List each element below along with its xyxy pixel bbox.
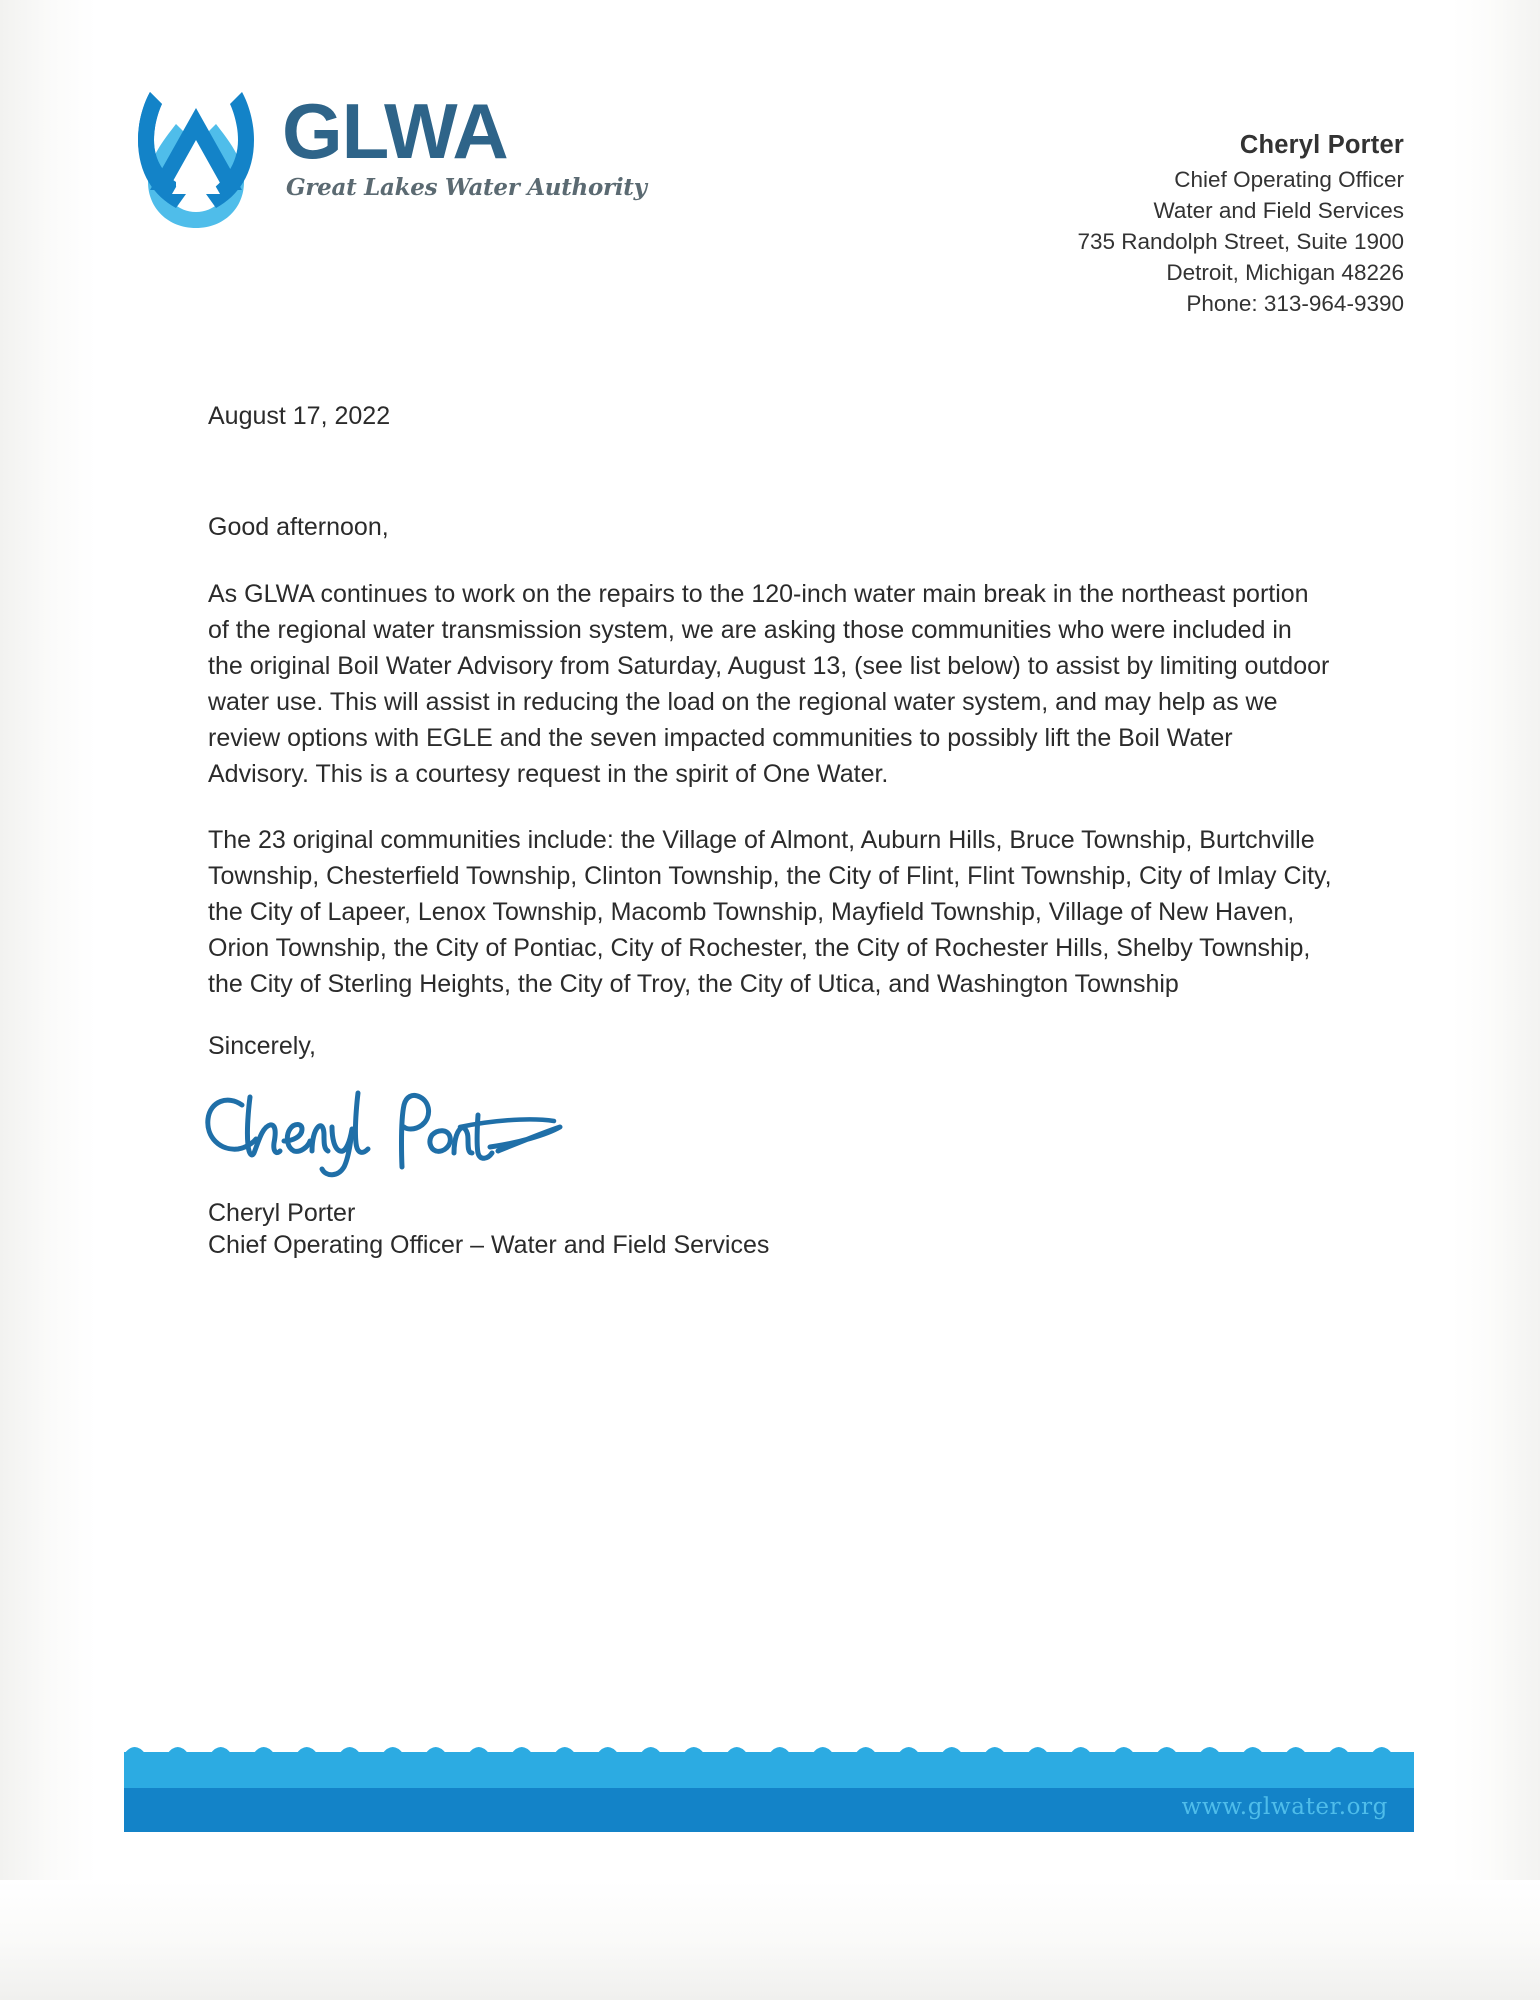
letter-paragraph-1: As GLWA continues to work on the repairs to the 120-inch water main break in the northeast portion of the regional water transmission system, we are asking those communities who were included in the original Boil Water Advisory from Saturday, August 13, (see list below) to assist by limiting outdoor water use. This will assist in reducing the load on the regional water system, and may help as we review options with EGLE and the seven impacted communities to possibly lift the Boil Water Advisory. This is a courtesy request in the spirit of One Water. (208, 580, 1330, 788)
letter-date: August 17, 2022 (208, 402, 391, 430)
letterhead (0, 0, 1540, 317)
scan-edge-left (0, 0, 96, 2000)
sender-title: Chief Operating Officer (1174, 167, 1404, 193)
sender-name: Cheryl Porter (1239, 131, 1404, 159)
letter-salutation: Good afternoon, (208, 513, 389, 541)
letter-body (208, 402, 1333, 1261)
sender-street: 735 Randolph Street, Suite 1900 (1077, 229, 1404, 255)
scan-edge-right (1452, 0, 1540, 2000)
scan-edge-bottom (0, 1880, 1540, 2000)
logo-wordmark: GLWA (282, 87, 508, 175)
footer-band (124, 1736, 1414, 1832)
glwa-water-drop-logo-icon (128, 78, 264, 230)
letter-paragraph-2: The 23 original communities include: the Village of Almont, Auburn Hills, Bruce Township, Burtchville Township, Chesterfield Township, Clinton Township, the City of Flint, Flint Township, City of Imlay City, the City of Lapeer, Lenox Township, Macomb Township, Mayfield Township, Village of New Haven, Orion Township, the City of Pontiac, City of Rochester, the City of Rochester Hills, Shelby Township, the City of Sterling Heights, the City of Troy, the City of Utica, and Washington Township (208, 826, 1332, 998)
glwa-logo (128, 78, 647, 230)
logo-tagline: Great Lakes Water Authority (286, 173, 647, 201)
signer-title: Chief Operating Officer – Water and Field Services (208, 1231, 770, 1259)
sender-city-state-zip: Detroit, Michigan 48226 (1166, 260, 1404, 286)
signer-name: Cheryl Porter (208, 1199, 356, 1227)
handwritten-signature-icon (198, 1071, 618, 1191)
sender-contact-block (1078, 128, 1405, 319)
letter-closing: Sincerely, (208, 1032, 316, 1060)
logo-text-block (282, 78, 647, 201)
sender-phone: Phone: 313-964-9390 (1186, 291, 1404, 317)
signature-area (208, 1071, 1333, 1197)
signer-block (208, 1197, 1333, 1261)
sender-department: Water and Field Services (1153, 198, 1404, 224)
footer-website-url[interactable]: www.glwater.org (1181, 1794, 1388, 1820)
